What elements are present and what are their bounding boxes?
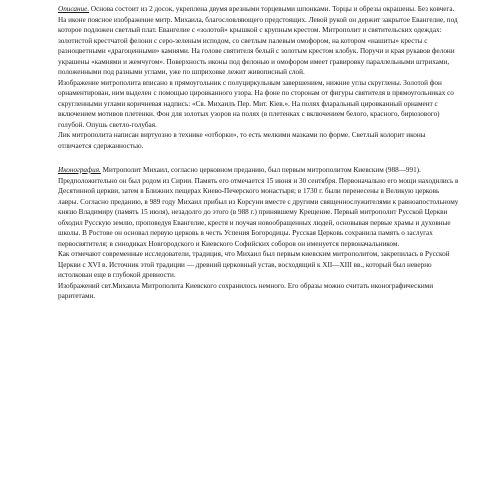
description-text-1: Основа состоит из 2 досок, укреплена двумя врезными торцевыми шпонками. Торцы и обрезы окрашены. Без ковчега. На иконе поясное изображение митр. Михаила, благословляющего предстоящих. Левой рукой он держит закрытое Евангелие, под которое подложен светлый плат. Евангелие с «золотой» крышкой с крупным крестом. Митрополит и святительских одеждах: золотистой крестчатой фелони с серо-зеленым исподом, со светлым палевым омофором, на котором «нашиты» кресты с разноцветными «драгоценными» камнями. На голове святителя белый с золотым крестом клобук. Поручи и края рукавов фелони украшены «камнями и жемчугом». Поверхность иконы под фелонью и омофором имеет гравировку параллельными штрихами, положенными под разными углами, уже по шприховке лежит живописный слой.: [58, 5, 458, 76]
iconography-heading: Иконография.: [58, 166, 101, 174]
description-heading: Описание.: [58, 5, 90, 13]
iconography-paragraph-2: Как отмечают современные исследователи, традиция, что Михаил был первым киевским митрополитом, закрепилась в Русской Церкви с XVI в. Источник этой традиции — древний церковный устав, восходящий к XII—XIII вв., который был неверно истолкован еще в глубокой древности.: [58, 250, 450, 279]
iconography-paragraph-1: [58, 165, 460, 249]
iconography-text-1: Митрополит Михаил, согласно церковном преданию, был первым митрополитом Киевским (988—991). Предположительно он был родом из Сирии. Память его отмечается 15 июня и 30 сентября. Первоначально его мощи находились в Десятинной церкви, затем в Ближних пещерах Киево-Печерского монастыря; в 1730 г. были перенесены в Великую церковь лавры. Согласно преданию, в 989 году Михаил прибыл из Корсуни вместе с другими священнослужителями к равноапостольному князю Владимиру (память 15 июля), незадолго до этого (в 988 г.) принявшему Крещение. Первый митрополит Русской Церкви обходил Русскую землю, проповедуя Евангелие, крестя и поучая новообращенных людей, основывая первые храмы и духовные школы. В Ростове он основал первую церковь в честь Успения Богородицы. Русская Церковь сохранила память о заслугах первосвятителя; в синодиках Новгородского и Киевского Софийских соборов он именуется первоначальником.: [58, 166, 459, 248]
description-paragraph-1: [58, 4, 460, 78]
iconography-paragraph-3: Изображений свт.Михаила Митрополита Киевского сохранилось немного. Его образы можно считать иконографическими раритетами.: [58, 281, 434, 300]
section-gap: [58, 151, 460, 165]
description-paragraph-2: Изображение митрополита вписано в прямоугольник с полуциркульным завершением, нижние углы скруглены. Золотой фон орнаментирован, ним выделен с помощью цировканного узора. На фоне по сторонам от фигуры святителя в прямоугольниках со скругленными углами коричневая надпись: «Св. Михаилъ Пер. Мит. Кiев.». На полях фларальный цировканный орнамент с включением мотивов плетенки. Фон для золотых узоров на полях (в плетенках с включением белого, красного, бирюзового) голубой. Опушь светло-голубая.: [58, 78, 454, 129]
description-paragraph-3: Лик митрополита написан виртуозно в технике «отборки», то есть мелкими мазками по форме. Светлый колорит иконы отличается сдержанностью.: [58, 131, 426, 150]
